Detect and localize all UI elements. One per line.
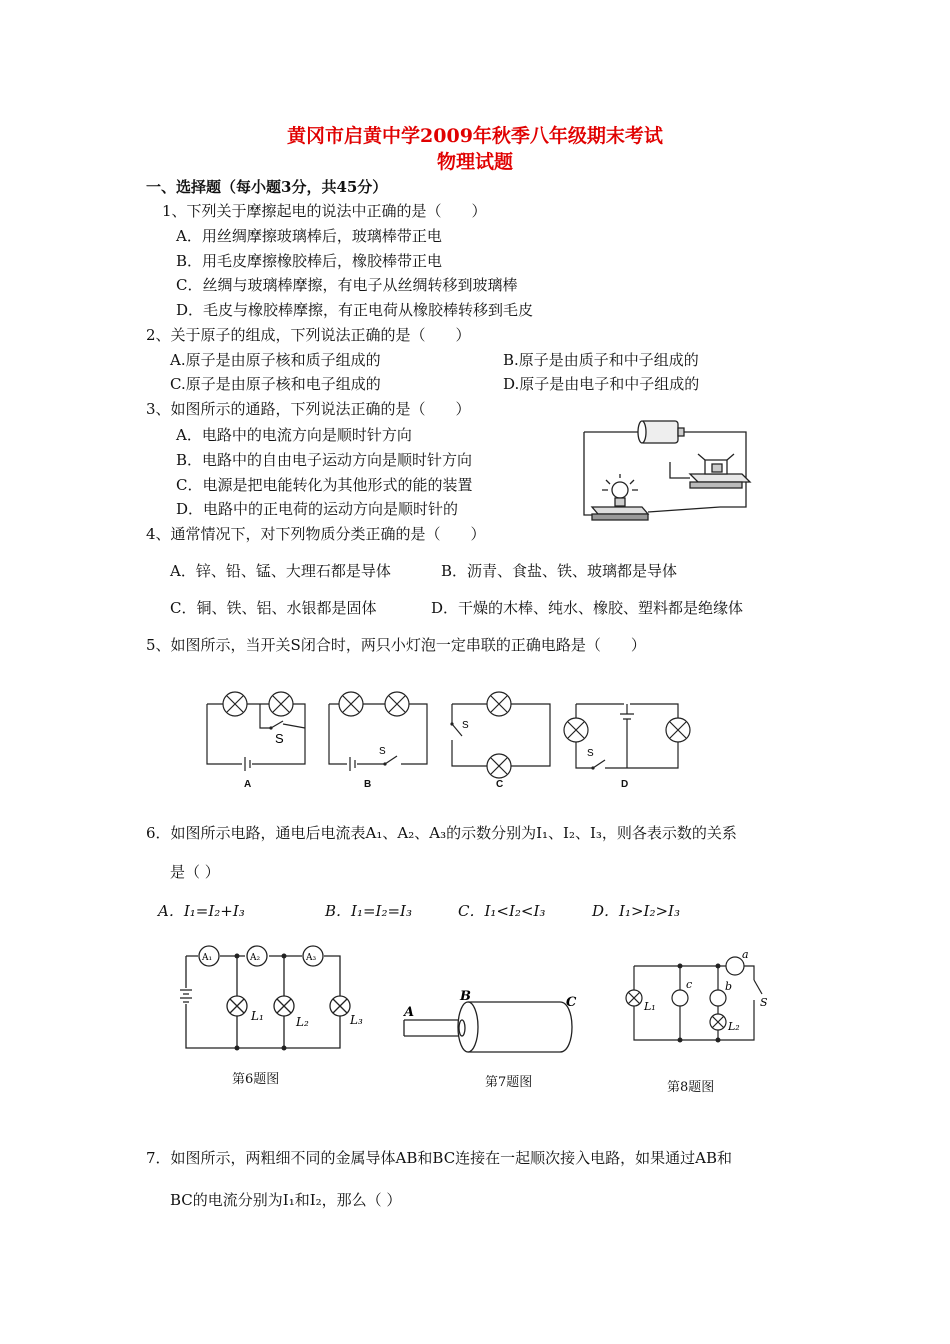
page-subtitle: 物理试题 [436, 151, 513, 173]
figure-8-caption: 第8题图 [667, 1080, 715, 1095]
question-2-stem: 2、关于原子的组成，下列说法正确的是（ ） [146, 326, 471, 344]
question-5-circuit-c [450, 688, 555, 778]
figure-7-label-a: A [404, 1005, 415, 1020]
question-2-option-b: B.原子是由质子和中子组成的 [503, 351, 699, 369]
figure-6-caption: 第6题图 [232, 1072, 280, 1087]
question-5-label-c: C [496, 779, 504, 790]
question-5-label-b: B [364, 779, 372, 790]
question-5-circuit-a [205, 688, 310, 768]
figure-8-label-c: c [686, 978, 693, 991]
question-5-label-d: D [621, 779, 629, 790]
figure-6-meter-a2: A₂ [250, 953, 261, 963]
question-4-option-b: B．沥青、食盐、铁、玻璃都是导体 [441, 562, 678, 580]
question-1-option-b: B．用毛皮摩擦橡胶棒后，橡胶棒带正电 [176, 252, 443, 270]
figure-7-label-c: C [566, 995, 577, 1010]
question-4-option-a: A．锌、铅、锰、大理石都是导体 [170, 562, 391, 580]
question-7-stem-line1: 7．如图所示，两粗细不同的金属导体AB和BC连接在一起顺次接入电路，如果通过AB和 [146, 1149, 733, 1167]
figure-6-meter-a1: A₁ [202, 953, 213, 963]
page-title: 黄冈市启黄中学2009年秋季八年级期末考试 [287, 125, 663, 147]
question-7-stem-line2: BC的电流分别为I₁和I₂，那么（ ） [170, 1191, 402, 1209]
question-6-option-a: A．I₁=I₂+I₃ [158, 902, 245, 920]
question-4-option-c: C．铜、铁、铝、水银都是固体 [170, 599, 377, 617]
question-4-option-d: D．干燥的木棒、纯水、橡胶、塑料都是绝缘体 [431, 599, 744, 617]
question-1-option-d: D．毛皮与橡胶棒摩擦，有正电荷从橡胶棒转移到毛皮 [176, 301, 534, 319]
figure-8-label-s: S [760, 996, 768, 1009]
question-6-option-b: B．I₁=I₂=I₃ [325, 902, 412, 920]
question-3-option-d: D．电路中的正电荷的运动方向是顺时针的 [176, 500, 459, 518]
figure-8-label-l2: L₂ [728, 1020, 740, 1033]
question-6-stem-line1: 6．如图所示电路，通电后电流表A₁、A₂、A₃的示数分别为I₁、I₂、I₃，则各表示数的关系 [146, 824, 737, 842]
question-2-option-d: D.原子是由电子和中子组成的 [503, 375, 700, 393]
question-1-option-c: C．丝绸与玻璃棒摩擦，有电子从丝绸转移到玻璃棒 [176, 276, 518, 294]
figure-8-label-l1: L₁ [644, 1000, 656, 1013]
question-5-switch-label-c: S [462, 720, 469, 731]
figure-6-circuit [180, 942, 363, 1057]
question-3-option-c: C．电源是把电能转化为其他形式的能的装置 [176, 476, 473, 494]
question-6-stem-line2: 是（ ） [170, 863, 220, 881]
question-5-switch-label-d: S [587, 748, 594, 759]
question-3-option-a: A．电路中的电流方向是顺时针方向 [176, 426, 412, 444]
question-5-circuit-d [565, 700, 695, 772]
figure-6-meter-a3: A₃ [306, 953, 317, 963]
question-5-circuit-b [327, 688, 432, 768]
figure-7-label-b: B [460, 989, 471, 1004]
question-4-stem: 4、通常情况下，对下列物质分类正确的是（ ） [146, 525, 486, 543]
question-3-option-b: B．电路中的自由电子运动方向是顺时针方向 [176, 451, 473, 469]
question-5-switch-label-b: S [379, 746, 386, 757]
figure-7-caption: 第7题图 [485, 1075, 533, 1090]
question-3-circuit-figure [570, 412, 760, 527]
question-3-stem: 3、如图所示的通路，下列说法正确的是（ ） [146, 400, 471, 418]
figure-6-lamp-l2: L₂ [296, 1015, 309, 1029]
figure-7-conductor [400, 990, 590, 1060]
question-5-label-a: A [244, 779, 252, 790]
figure-8-circuit [630, 950, 770, 1050]
question-2-option-c: C.原子是由原子核和电子组成的 [170, 375, 381, 393]
question-6-option-c: C．I₁<I₂<I₃ [458, 902, 546, 920]
question-5-switch-label-a: S [275, 731, 284, 746]
figure-6-lamp-l3: L₃ [350, 1013, 363, 1027]
figure-6-lamp-l1: L₁ [251, 1009, 264, 1023]
figure-8-label-a: a [742, 948, 749, 961]
figure-8-label-b: b [725, 980, 733, 993]
question-1-stem: 1、下列关于摩擦起电的说法中正确的是（ ） [162, 202, 487, 220]
question-2-option-a: A.原子是由原子核和质子组成的 [170, 351, 381, 369]
question-5-stem: 5、如图所示，当开关S闭合时，两只小灯泡一定串联的正确电路是（ ） [146, 636, 646, 654]
section-heading: 一、选择题（每小题3分，共45分） [146, 178, 388, 196]
question-6-option-d: D．I₁>I₂>I₃ [592, 902, 680, 920]
question-1-option-a: A．用丝绸摩擦玻璃棒后，玻璃棒带正电 [176, 227, 442, 245]
